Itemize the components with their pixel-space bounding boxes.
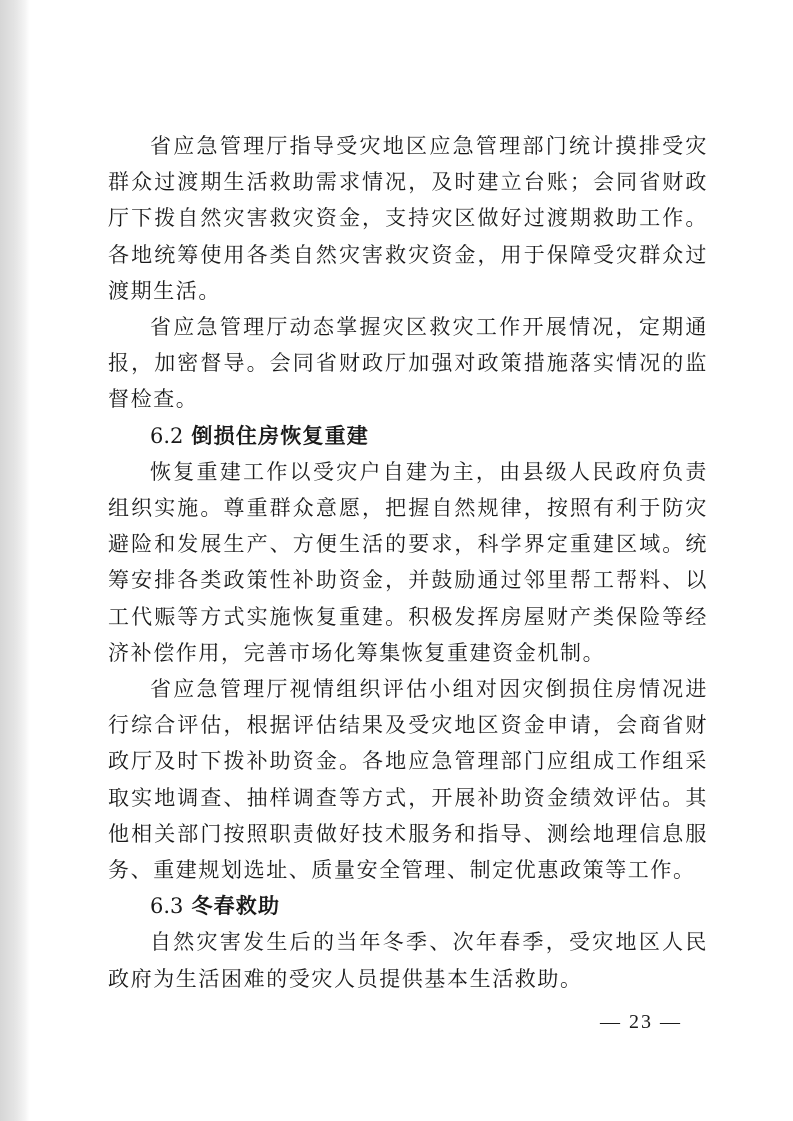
section-title: 冬春救助: [191, 893, 281, 919]
paragraph-assessment: 省应急管理厅视情组织评估小组对因灾倒损住房情况进行综合评估，根据评估结果及受灾地区资金申请，会商省财政厅及时下拨补助资金。各地应急管理部门应组成工作组采取实地调查、抽样调查等方式，开展补助资金绩效评估。其他相关部门按照职责做好技术服务和指导、测绘地理信息服务、重建规划选址、质量安全管理、制定优惠政策等工作。: [108, 677, 708, 883]
paragraph-supervision: 省应急管理厅动态掌握灾区救灾工作开展情况，定期通报，加密督导。会同省财政厅加强对政策措施落实情况的监督检查。: [108, 315, 708, 412]
paragraph-reconstruction: 恢复重建工作以受灾户自建为主，由县级人民政府负责组织实施。尊重群众意愿，把握自然规律，按照有利于防灾避险和发展生产、方便生活的要求，科学界定重建区域。统筹安排各类政策性补助资金，并鼓励通过邻里帮工帮料、以工代赈等方式实施恢复重建。积极发挥房屋财产类保险等经济补偿作用，完善市场化筹集恢复重建资金机制。: [108, 459, 708, 665]
paragraph-transition-relief: 省应急管理厅指导受灾地区应急管理部门统计摸排受灾群众过渡期生活救助需求情况，及时建立台账；会同省财政厅下拨自然灾害救灾资金，支持灾区做好过渡期救助工作。各地统筹使用各类自然灾害救灾资金，用于保障受灾群众过渡期生活。: [108, 134, 708, 303]
document-body: [108, 128, 708, 997]
paragraph-winter-spring-relief: 自然灾害发生后的当年冬季、次年春季，受灾地区人民政府为生活困难的受灾人员提供基本生活救助。: [108, 930, 708, 991]
section-heading-6-3: [108, 888, 708, 924]
scan-edge-shadow: [0, 0, 30, 1121]
section-number: 6.3: [150, 894, 184, 919]
section-number: 6.2: [150, 423, 184, 448]
page-number: — 23 —: [600, 1011, 682, 1033]
section-heading-6-2: [108, 418, 708, 454]
section-title: 倒损住房恢复重建: [191, 422, 370, 448]
